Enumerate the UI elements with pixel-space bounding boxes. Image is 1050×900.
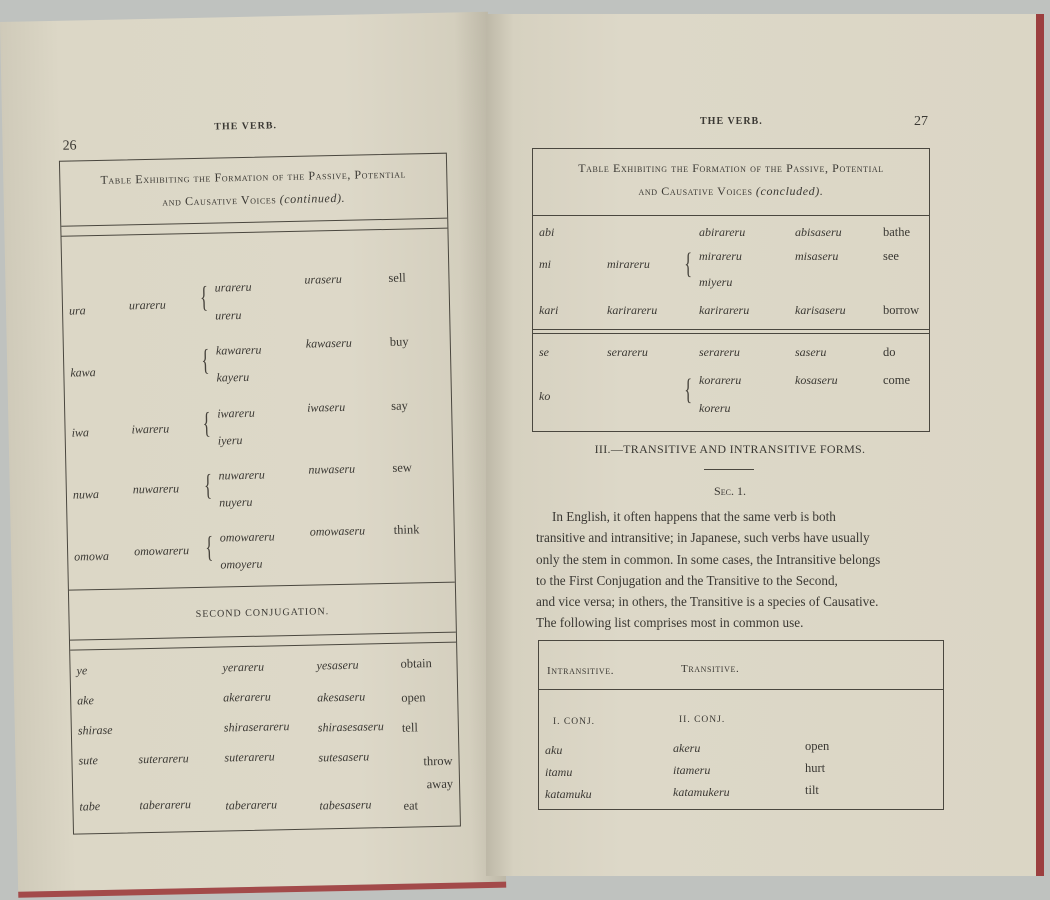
stem: kari (539, 303, 559, 317)
running-head: THE VERB. (214, 120, 278, 133)
divider (61, 228, 447, 237)
causative-form: iwaseru (306, 399, 346, 415)
meaning: obtain (400, 656, 432, 671)
section-title: III.—TRANSITIVE AND INTRANSITIVE FORMS. (594, 442, 866, 456)
paragraph-line (536, 506, 942, 527)
meaning: think (393, 522, 420, 537)
meaning: sell (388, 270, 406, 285)
potential-form: serareru (699, 345, 740, 359)
divider (533, 333, 929, 334)
header-intransitive: Intransitive. (547, 665, 615, 677)
stem: ko (539, 389, 551, 403)
potential-form: abirareru (699, 225, 746, 239)
potential-form: mirareru (699, 249, 742, 263)
transitive-form: itameru (673, 763, 711, 777)
caption-line-1: Table Exhibiting the Formation of the Passive, Potential (100, 166, 407, 187)
causative-form: omowaseru (309, 523, 366, 539)
running-head: THE VERB. (700, 116, 763, 127)
meaning: see (883, 249, 899, 263)
causative-form: yesaseru (316, 657, 359, 673)
potential-form: urareru (214, 279, 252, 295)
potential-form: nuyeru (218, 494, 253, 510)
causative-form: tabesaseru (319, 797, 372, 813)
brace: { (684, 247, 693, 280)
passive-form: serareru (607, 345, 648, 359)
causative-form: abisaseru (795, 225, 842, 239)
stem: iwa (71, 425, 90, 440)
line-text: In English, it often happens that the same verb is both (552, 509, 836, 524)
meaning: borrow (883, 303, 920, 317)
paragraph-line: and vice versa; in others, the Transitive is a species of Causative. (536, 594, 879, 610)
meaning: throw away (423, 753, 454, 792)
brace: { (203, 468, 213, 502)
meaning: hurt (805, 761, 826, 775)
stem: abi (539, 225, 555, 239)
potential-form: iyeru (217, 433, 243, 448)
divider (69, 582, 455, 591)
potential-form: miyeru (699, 275, 733, 289)
passive-form: omowareru (133, 543, 190, 559)
potential-form: koreru (699, 401, 731, 415)
paragraph-line: only the stem in common. In some cases, the Intransitive belongs (536, 551, 881, 567)
brace: { (201, 343, 210, 377)
stem: ura (68, 303, 86, 318)
potential-form: karirareru (699, 303, 750, 317)
passive-table (59, 153, 461, 835)
causative-form: saseru (795, 345, 827, 359)
page-number: 26 (62, 138, 77, 154)
causative-form: nuwaseru (308, 461, 356, 477)
passive-form: karirareru (607, 303, 658, 317)
table-caption (60, 162, 447, 217)
section-heading: SECOND CONJUGATION. (195, 606, 330, 621)
paragraph-line: The following list comprises most in common use. (536, 615, 804, 631)
paragraph-line: transitive and intransitive; in Japanese, such verbs have usually (536, 530, 870, 546)
meaning: say (390, 398, 408, 413)
passive-form: mirareru (607, 257, 650, 271)
transitive-form: akeru (673, 741, 701, 755)
passive-form: taberareru (139, 797, 192, 813)
causative-form: akesaseru (317, 689, 366, 705)
intransitive-form: aku (545, 743, 563, 757)
paragraph (536, 506, 942, 634)
stem: ake (77, 693, 95, 708)
divider (61, 218, 447, 227)
meaning: sew (392, 460, 413, 475)
transitive-list-table (538, 640, 944, 810)
causative-form: misaseru (795, 249, 839, 263)
brace: { (204, 530, 214, 564)
stem: kawa (70, 365, 96, 380)
brace: { (199, 280, 209, 314)
causative-form: karisaseru (795, 303, 846, 317)
intransitive-form: itamu (545, 765, 573, 779)
stem: se (539, 345, 549, 359)
passive-form: urareru (128, 297, 166, 313)
potential-form: shiraserareru (223, 719, 290, 735)
potential-form: nuwareru (218, 467, 265, 483)
transitive-form: katamukeru (673, 785, 730, 799)
divider (70, 632, 456, 641)
caption-note: (concluded). (755, 184, 824, 198)
table-caption (533, 157, 929, 204)
caption-line-2 (533, 180, 929, 204)
potential-form: omowareru (219, 529, 275, 545)
divider (533, 329, 929, 330)
intransitive-form: katamuku (545, 787, 592, 801)
meaning: do (883, 345, 896, 359)
divider (70, 642, 456, 651)
potential-form: kayeru (216, 369, 250, 385)
causative-form: kosaseru (795, 373, 838, 387)
divider (533, 215, 929, 216)
paragraph-line: to the First Conjugation and the Transitive to the Second, (536, 572, 838, 588)
caption-line-2-prefix: and Causative Voices (638, 184, 753, 198)
meaning: bathe (883, 225, 911, 239)
brace: { (684, 373, 693, 406)
right-page (486, 14, 1044, 876)
passive-table-concluded (532, 148, 930, 432)
stem: shirase (77, 722, 113, 738)
page-number: 27 (914, 114, 928, 129)
meaning: tell (401, 720, 418, 735)
short-rule (704, 469, 754, 470)
caption-note: (continued). (279, 190, 346, 207)
caption-line-1: Table Exhibiting the Formation of the Passive, Potential (578, 161, 884, 175)
divider (539, 689, 943, 690)
potential-form: omoyeru (220, 556, 263, 572)
potential-form: kawareru (215, 342, 262, 358)
potential-form: taberareru (225, 797, 278, 813)
caption-line-2-prefix: and Causative Voices (162, 192, 277, 209)
passive-form: suterareru (138, 751, 189, 767)
stem: ye (76, 663, 88, 678)
sub-header-transitive: II. CONJ. (679, 715, 726, 725)
header-transitive: Transitive. (681, 663, 740, 675)
causative-form: kawaseru (305, 335, 352, 351)
meaning: open (805, 739, 830, 753)
sub-header-intransitive: I. CONJ. (553, 717, 596, 727)
brace: { (202, 406, 211, 440)
causative-form: sutesaseru (318, 749, 370, 765)
meaning: open (401, 690, 426, 705)
section-label: Sec. 1. (714, 484, 746, 498)
causative-form: uraseru (304, 271, 342, 287)
meaning: come (883, 373, 911, 387)
stem: sute (78, 753, 98, 768)
stem: tabe (79, 799, 101, 814)
stem: nuwa (72, 487, 100, 502)
meaning: tilt (805, 783, 819, 797)
meaning: buy (389, 334, 409, 349)
potential-form: suterareru (224, 749, 275, 765)
potential-form: korareru (699, 373, 742, 387)
potential-form: ureru (215, 308, 242, 323)
potential-form: akerareru (223, 689, 271, 705)
stem: omowa (74, 548, 110, 564)
causative-form: shirasesaseru (317, 719, 384, 735)
passive-form: iwareru (131, 421, 170, 437)
stem: mi (539, 257, 551, 271)
meaning: eat (403, 798, 419, 813)
potential-form: iwareru (217, 405, 255, 421)
potential-form: yerareru (222, 659, 265, 675)
left-page (0, 12, 506, 898)
passive-form: nuwareru (132, 481, 180, 497)
